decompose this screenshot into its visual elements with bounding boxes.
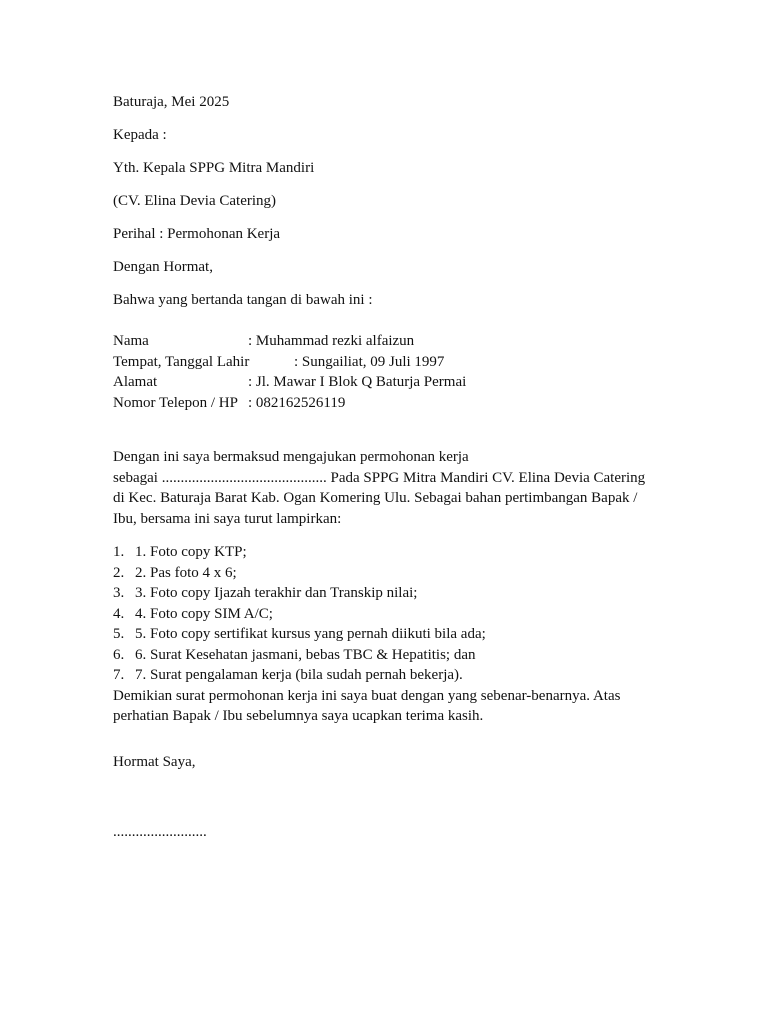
list-item bbox=[113, 665, 673, 686]
subject-line: Perihal : Permohonan Kerja bbox=[113, 226, 281, 242]
list-number: 6. bbox=[113, 646, 125, 663]
signature-placeholder: ......................... bbox=[113, 823, 207, 840]
closing-paragraph: Demikian surat permohonan kerja ini saya buat dengan yang sebenar-benarnya. Atas perhatian Bapak / Ibu sebelumnya saya ucapkan terima kasih. bbox=[113, 687, 621, 724]
list-item bbox=[113, 583, 673, 604]
field-row-address bbox=[113, 372, 673, 393]
list-number: 2. bbox=[113, 564, 125, 581]
list-number: 4. bbox=[113, 605, 125, 622]
field-label: Nama bbox=[113, 333, 149, 349]
list-text: 5. Foto copy sertifikat kursus yang pernah diikuti bila ada; bbox=[135, 626, 486, 642]
body-paragraph bbox=[113, 447, 673, 529]
body-line-1: Dengan ini saya bermaksud mengajukan permohonan kerja bbox=[113, 449, 469, 465]
field-row-birth bbox=[113, 352, 673, 373]
greeting: Dengan Hormat, bbox=[113, 259, 213, 275]
to-label: Kepada : bbox=[113, 127, 167, 143]
attachment-list bbox=[113, 542, 673, 686]
letter-page bbox=[113, 92, 673, 842]
list-number: 1. bbox=[113, 544, 125, 560]
recipient: Yth. Kepala SPPG Mitra Mandiri bbox=[113, 160, 315, 176]
list-number: 5. bbox=[113, 626, 125, 642]
list-text: 7. Surat pengalaman kerja (bila sudah pernah bekerja). bbox=[135, 667, 463, 683]
list-number: 7. bbox=[113, 667, 125, 683]
closing-salutation: Hormat Saya, bbox=[113, 753, 196, 770]
list-text: 4. Foto copy SIM A/C; bbox=[135, 605, 273, 622]
company-name: (CV. Elina Devia Catering) bbox=[113, 193, 277, 209]
field-row-phone bbox=[113, 393, 673, 414]
field-label: Tempat, Tanggal Lahir bbox=[113, 353, 250, 370]
list-text: 3. Foto copy Ijazah terakhir dan Transkip nilai; bbox=[135, 585, 418, 601]
list-item bbox=[113, 604, 673, 625]
field-row-name bbox=[113, 331, 673, 352]
place-date: Baturaja, Mei 2025 bbox=[113, 94, 230, 110]
body-text: sebagai ............................................ Pada SPPG Mitra Mandiri CV. Elina Devia Catering di Kec. Baturaja Barat Kab. Ogan Komering Ulu. Sebagai bahan pertimbangan Bapak / Ibu, bersama ini saya turut lampirkan: bbox=[113, 469, 646, 527]
list-item bbox=[113, 563, 673, 584]
field-value: : 082162526119 bbox=[248, 394, 346, 411]
field-value: : Muhammad rezki alfaizun bbox=[248, 333, 415, 349]
applicant-fields bbox=[113, 331, 673, 413]
list-number: 3. bbox=[113, 585, 125, 601]
list-item bbox=[113, 542, 673, 563]
field-label: Alamat bbox=[113, 374, 158, 390]
list-text: 6. Surat Kesehatan jasmani, bebas TBC & Hepatitis; dan bbox=[135, 646, 476, 663]
field-label: Nomor Telepon / HP bbox=[113, 394, 238, 411]
list-item bbox=[113, 624, 673, 645]
field-value: : Sungailiat, 09 Juli 1997 bbox=[294, 353, 445, 370]
list-item bbox=[113, 645, 673, 666]
field-value: : Jl. Mawar I Blok Q Baturja Permai bbox=[248, 374, 467, 390]
intro-line: Bahwa yang bertanda tangan di bawah ini : bbox=[113, 292, 373, 308]
list-text: 2. Pas foto 4 x 6; bbox=[135, 564, 237, 581]
list-text: 1. Foto copy KTP; bbox=[135, 544, 247, 560]
